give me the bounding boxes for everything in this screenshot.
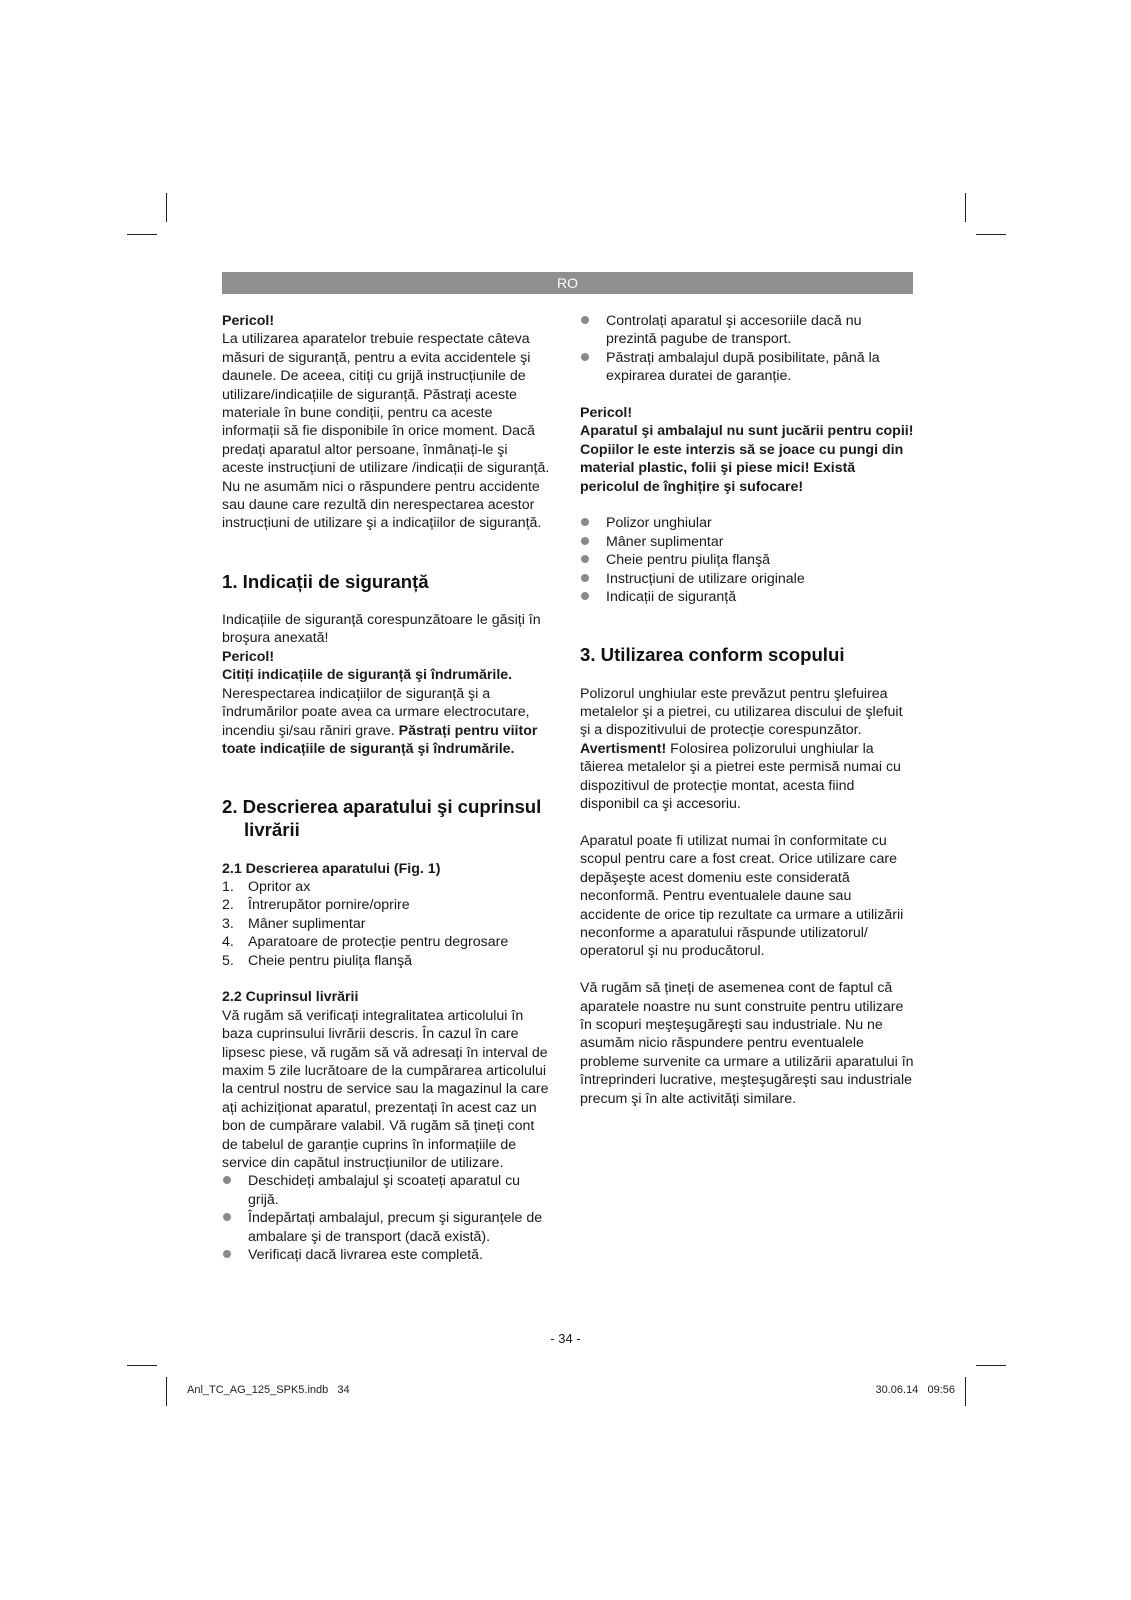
footer-timestamp: 30.06.14 09:56 xyxy=(875,1384,955,1396)
section-2-heading-line2: livrării xyxy=(244,819,300,841)
list-item: Instrucțiuni de utilizare originale xyxy=(580,570,915,588)
crop-mark xyxy=(166,193,167,222)
device-parts-list xyxy=(222,878,552,970)
section-3-paragraph-2: Aparatul poate fi utilizat numai în conformitate cu scopul pentru care a fost creat. Orice utilizare care depăşeşte acest domeniu este considerată neconformă. Pentru eventualele daune sau accidente de orice tip rezultate ca urmare a utilizării neconforme a aparatului răspunde utilizatorul/ operatorul şi nu producătorul. xyxy=(580,832,904,960)
section-2-2-heading: 2.2 Cuprinsul livrării xyxy=(222,989,359,1006)
section-1-danger-title: Pericol! xyxy=(222,648,275,665)
crop-mark xyxy=(965,193,966,222)
section-2-heading xyxy=(222,795,552,841)
intro-paragraph: La utilizarea aparatelor trebuie respectate câteva măsuri de siguranță, pentru a evita accidentele şi daunele. De aceea, citiți cu grijă instrucțiunile de utilizare/indicațiile de siguranță. Păstrați aceste materiale în bune condiții, pentru ca aceste informații să fie disponibile în orice moment. Dacă predați aparatul altor persoane, înmânați-le şi aceste instrucțiuni de utilizare /indicații de siguranță. Nu ne asumăm nici o răspundere pentru accidente sau daune care rezultă din nerespectarea acestor instrucțiuni de utilizare şi a indicațiilor de siguranță. xyxy=(222,331,550,532)
warning-text: Folosirea polizorului unghiular la tăierea metalelor şi a pietrei este permisă numai cu dispozitivul de protecție montat, acesta fiind disponibil ca şi accesoriu. xyxy=(580,740,901,813)
list-item: 4. Aparatoare de protecție pentru degrosare xyxy=(222,934,509,951)
crop-mark xyxy=(965,1377,966,1406)
language-header-bar xyxy=(222,272,913,294)
bullet-icon xyxy=(581,518,589,526)
list-item: Cheie pentru piulița flanşă xyxy=(580,551,915,569)
language-label: RO xyxy=(557,275,578,291)
section-2-2-text: Vă rugăm să verificați integralitatea articolului în baza cuprinsului livrării descris. În cazul în care lipsesc piese, vă rugăm să vă adresați în interval de maxim 5 zile lucrătoare de la cumpărarea articolului la centrul nostru de service sau la magazinul la care ați achiziționat aparatul, prezentați în acest caz un bon de cumpărare valabil. Vă rugăm să țineți cont de tabelul de garanție cuprins în informațiile de service din capătul instrucțiunilor de utilizare. xyxy=(222,1007,549,1171)
crop-mark xyxy=(127,234,157,235)
crop-mark xyxy=(166,1377,167,1406)
page-number: - 34 - xyxy=(550,1331,581,1346)
bullet-icon xyxy=(223,1176,231,1184)
list-item: Deschideți ambalajul şi scoateți aparatul cu grijă. xyxy=(222,1172,552,1209)
list-item: Polizor unghiular xyxy=(580,514,915,532)
list-item: Păstrați ambalajul după posibilitate, până la expirarea duratei de garanție. xyxy=(580,349,915,386)
unpacking-steps-list xyxy=(222,1172,552,1264)
bullet-icon xyxy=(581,537,589,545)
crop-mark xyxy=(976,234,1006,235)
list-item: Îndepărtați ambalajul, precum şi siguranțele de ambalare şi de transport (dacă există). xyxy=(222,1209,552,1246)
section-3-heading: 3. Utilizarea conform scopului xyxy=(580,644,845,666)
list-item: Indicații de siguranță xyxy=(580,588,915,606)
bullet-icon xyxy=(581,574,589,582)
warning-label: Avertisment! xyxy=(580,740,667,757)
list-item: 1. Opritor ax xyxy=(222,878,311,895)
left-column xyxy=(222,312,552,1264)
bullet-icon xyxy=(581,555,589,563)
right-column xyxy=(580,312,915,1108)
danger-text: Aparatul şi ambalajul nu sunt jucării pentru copii! Copiilor le este interzis să se joace cu pungi din material plastic, folii şi piese mici! Există pericolul de înghițire şi sufocare! xyxy=(580,423,914,495)
list-item: Controlați aparatul şi accesoriile dacă nu prezintă pagube de transport. xyxy=(580,312,915,349)
bullet-icon xyxy=(581,353,589,361)
section-3-warning-paragraph xyxy=(580,740,915,814)
section-3-paragraph-1: Polizorul unghiular este prevăzut pentru şlefuirea metalelor şi a pietrei, cu utilizarea discului de şlefuit şi a dispozitivului de protecție corespunzător. xyxy=(580,685,903,739)
section-2-heading-line1: 2. Descrierea aparatului şi cuprinsul xyxy=(222,796,542,818)
crop-mark xyxy=(127,1365,157,1366)
section-1-warning-paragraph xyxy=(222,666,552,758)
section-1-bold-text-2: Păstrați pentru viitor toate indicațiile de siguranță şi îndrumările. xyxy=(222,722,538,757)
section-1-heading: 1. Indicații de siguranță xyxy=(222,570,429,592)
list-item: Verificați dacă livrarea este completă. xyxy=(222,1246,552,1264)
list-item: 5. Cheie pentru piulița flanşă xyxy=(222,952,413,969)
list-item: 3. Mâner suplimentar xyxy=(222,915,366,932)
danger-title: Pericol! xyxy=(222,313,275,329)
section-1-text: Indicațiile de siguranță corespunzătoare le găsiți în broşura anexată! xyxy=(222,612,541,647)
bullet-icon xyxy=(581,316,589,324)
section-3-paragraph-3: Vă rugăm să țineți de asemenea cont de faptul că aparatele noastre nu sunt construite pentru utilizare în scopuri meşteşugăreşti sau industriale. Nu ne asumăm nicio răspundere pentru eventualele probleme survenite ca urmare a utilizării aparatului în întreprinderi lucrative, meşteşugăreşti sau industriale precum şi în alte activități similare. xyxy=(580,980,914,1107)
section-2-1-heading: 2.1 Descrierea aparatului (Fig. 1) xyxy=(222,860,441,877)
crop-mark xyxy=(976,1365,1006,1366)
section-1-bold-text: Citiți indicațiile de siguranță şi îndrumările. xyxy=(222,667,513,684)
bullet-icon xyxy=(223,1250,231,1258)
check-steps-list xyxy=(580,312,915,386)
delivery-contents-list xyxy=(580,514,915,606)
danger-title: Pericol! xyxy=(580,405,633,422)
list-item: 2. Întrerupător pornire/oprire xyxy=(222,897,410,914)
footer-filename: Anl_TC_AG_125_SPK5.indb 34 xyxy=(187,1384,350,1396)
section-1-warning-text: Nerespectarea indicațiilor de siguranță şi a îndrumărilor poate avea ca urmare electrocutare, incendiu şi/sau răniri grave. xyxy=(222,685,530,739)
list-item: Mâner suplimentar xyxy=(580,533,915,551)
bullet-icon xyxy=(581,592,589,600)
bullet-icon xyxy=(223,1213,231,1221)
